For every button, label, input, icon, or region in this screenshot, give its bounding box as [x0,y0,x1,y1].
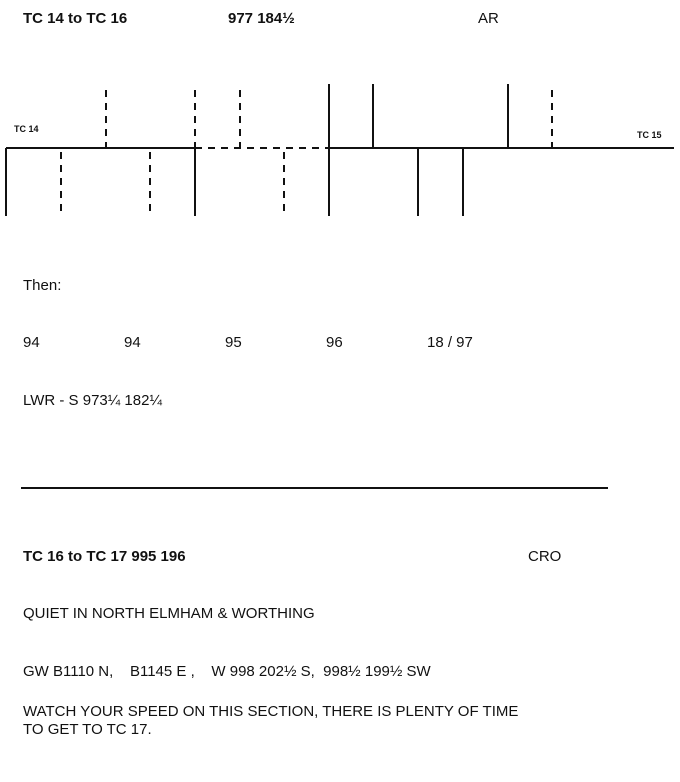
section2-title: TC 16 to TC 17 995 196 [23,548,186,565]
directions: GW B1110 N, B1145 E , W 998 202½ S, 998½ 199½ SW [23,663,431,680]
section1-grid-ref: 977 184½ [228,10,295,27]
warning-line-2: TO GET TO TC 17. [23,721,152,738]
route-number-4: 96 [326,334,343,351]
diagram-end-label: TC 15 [637,130,662,140]
section1-code: AR [478,10,499,27]
route-number-1: 94 [23,334,40,351]
route-number-3: 95 [225,334,242,351]
quiet-note: QUIET IN NORTH ELMHAM & WORTHING [23,605,315,622]
lwr-note: LWR - S 973¼ 182¼ [23,392,162,409]
route-diagram [0,0,680,230]
section-divider [21,487,608,489]
section1-title: TC 14 to TC 16 [23,10,128,27]
then-label: Then: [23,277,62,294]
warning-line-1: WATCH YOUR SPEED ON THIS SECTION, THERE IS PLENTY OF TIME [23,703,519,720]
section2-code: CRO [528,548,562,565]
route-number-5: 18 / 97 [427,334,473,351]
route-number-2: 94 [124,334,141,351]
diagram-start-label: TC 14 [14,124,39,134]
